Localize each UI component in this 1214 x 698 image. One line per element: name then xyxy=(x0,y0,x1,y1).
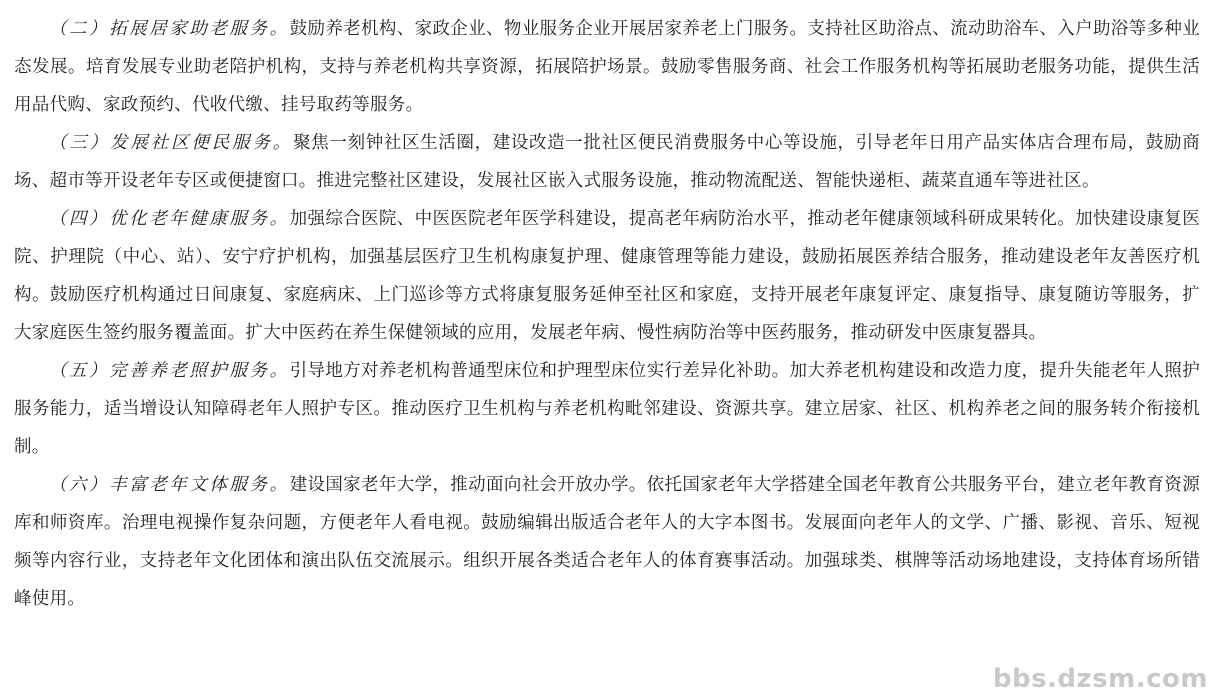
paragraph-culture-sports xyxy=(14,466,1200,618)
paragraph-care-services xyxy=(14,352,1200,466)
paragraph-text: 引导地方对养老机构普通型床位和护理型床位实行差异化补助。加大养老机构建设和改造力度，提升失能老年人照护服务能力，适当增设认知障碍老年人照护专区。推动医疗卫生机构与养老机构毗邻建设、资源共享。建立居家、社区、机构养老之间的服务转介衔接机制。 xyxy=(14,361,1201,457)
paragraph-community-services xyxy=(14,124,1200,200)
paragraph-text: 建设国家老年大学，推动面向社会开放办学。依托国家老年大学搭建全国老年教育公共服务平台，建立老年教育资源库和师资库。治理电视操作复杂问题，方便老年人看电视。鼓励编辑出版适合老年人的大字本图书。发展面向老年人的文学、广播、影视、音乐、短视频等内容行业，支持老年文化团体和演出队伍交流展示。组织开展各类适合老年人的体育赛事活动。加强球类、棋牌等活动场地建设，支持体育场所错峰使用。 xyxy=(14,475,1201,609)
section-heading: （六）丰富老年文体服务。 xyxy=(49,475,290,495)
paragraph-text: 加强综合医院、中医医院老年医学科建设，提高老年病防治水平，推动老年健康领域科研成果转化。加快建设康复医院、护理院（中心、站）、安宁疗护机构，加强基层医疗卫生机构康复护理、健康管理等能力建设，鼓励拓展医养结合服务，推动建设老年友善医疗机构。鼓励医疗机构通过日间康复、家庭病床、上门巡诊等方式将康复服务延伸至社区和家庭，支持开展老年康复评定、康复指导、康复随访等服务，扩大家庭医生签约服务覆盖面。扩大中医药在养生保健领域的应用，发展老年病、慢性病防治等中医药服务，推动研发中医康复器具。 xyxy=(14,209,1201,343)
paragraph-home-care xyxy=(14,10,1200,124)
paragraph-text: 鼓励养老机构、家政企业、物业服务企业开展居家养老上门服务。支持社区助浴点、流动助浴车、入户助浴等多种业态发展。培育发展专业助老陪护机构，支持与养老机构共享资源，拓展陪护场景。鼓励零售服务商、社会工作服务机构等拓展助老服务功能，提供生活用品代购、家政预约、代收代缴、挂号取药等服务。 xyxy=(14,19,1201,115)
paragraph-text: 聚焦一刻钟社区生活圈，建设改造一批社区便民消费服务中心等设施，引导老年日用产品实体店合理布局，鼓励商场、超市等开设老年专区或便捷窗口。推进完整社区建设，发展社区嵌入式服务设施，推动物流配送、智能快递柜、蔬菜直通车等进社区。 xyxy=(14,133,1201,191)
watermark: bbs.dzsm.com xyxy=(992,664,1208,694)
section-heading: （五）完善养老照护服务。 xyxy=(49,361,290,381)
paragraph-health-services xyxy=(14,200,1200,352)
section-heading: （三）发展社区便民服务。 xyxy=(49,133,294,153)
section-heading: （四）优化老年健康服务。 xyxy=(49,209,290,229)
section-heading: （二）拓展居家助老服务。 xyxy=(49,19,290,39)
